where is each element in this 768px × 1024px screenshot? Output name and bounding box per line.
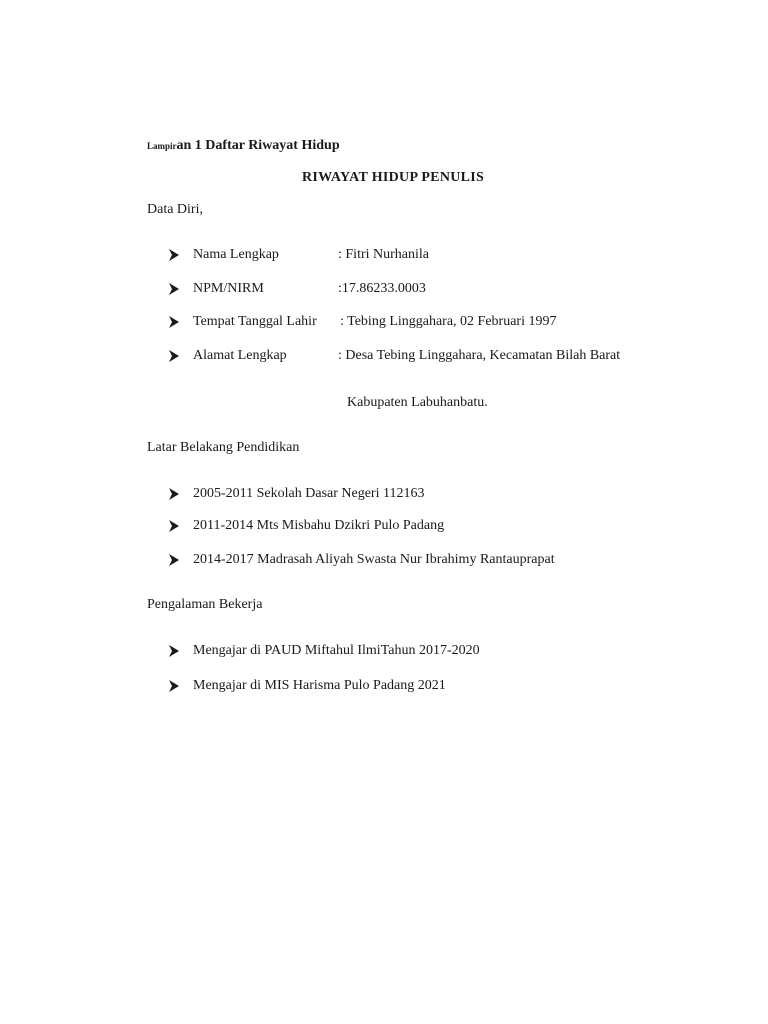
education-heading: Latar Belakang Pendidikan [147, 440, 300, 455]
field-label: Alamat Lengkap [193, 348, 287, 363]
work-experience-item-text: Mengajar di PAUD Miftahul IlmiTahun 2017-2020 [193, 643, 480, 658]
arrowhead-bullet-icon [168, 315, 180, 329]
arrowhead-bullet-icon [168, 349, 180, 363]
attachment-heading-prefix: Lampir [147, 141, 177, 151]
field-label: NPM/NIRM [193, 281, 264, 296]
field-label: Nama Lengkap [193, 247, 279, 262]
attachment-heading [147, 139, 340, 153]
work-experience-heading: Pengalaman Bekerja [147, 597, 263, 612]
education-item-text: 2014-2017 Madrasah Aliyah Swasta Nur Ibrahimy Rantauprapat [193, 552, 555, 567]
document-title: RIWAYAT HIDUP PENULIS [302, 170, 485, 185]
field-value: : Desa Tebing Linggahara, Kecamatan Bilah Barat [338, 348, 621, 363]
attachment-heading-rest: an 1 Daftar Riwayat Hidup [176, 138, 340, 153]
education-item-text: 2005-2011 Sekolah Dasar Negeri 112163 [193, 486, 425, 501]
field-value: : Tebing Linggahara, 02 Februari 1997 [340, 314, 557, 329]
education-item-text: 2011-2014 Mts Misbahu Dzikri Pulo Padang [193, 518, 445, 533]
personal-data-heading: Data Diri, [147, 202, 203, 217]
work-experience-item-text: Mengajar di MIS Harisma Pulo Padang 2021 [193, 678, 446, 693]
arrowhead-bullet-icon [168, 553, 180, 567]
address-continuation: Kabupaten Labuhanbatu. [347, 395, 488, 410]
arrowhead-bullet-icon [168, 248, 180, 262]
field-value: : Fitri Nurhanila [338, 247, 429, 262]
arrowhead-bullet-icon [168, 282, 180, 296]
arrowhead-bullet-icon [168, 519, 180, 533]
arrowhead-bullet-icon [168, 487, 180, 501]
arrowhead-bullet-icon [168, 679, 180, 693]
field-label: Tempat Tanggal Lahir [193, 314, 317, 329]
field-value: :17.86233.0003 [338, 281, 426, 296]
arrowhead-bullet-icon [168, 644, 180, 658]
